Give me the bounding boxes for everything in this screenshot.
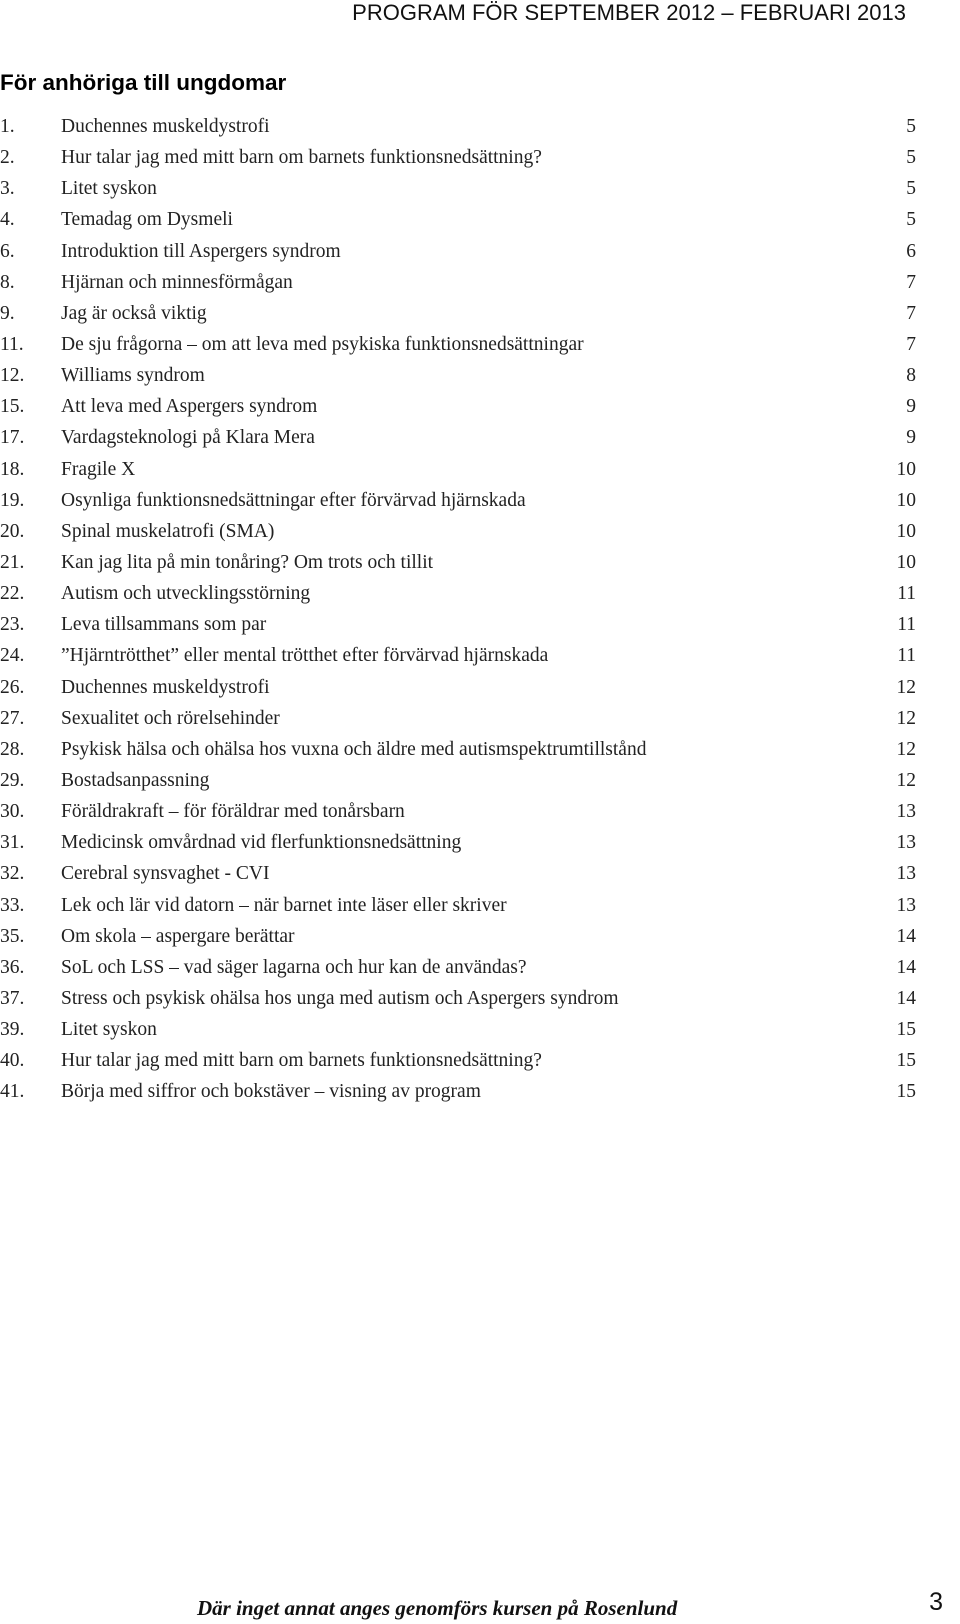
toc-entry-page: 11 — [897, 645, 916, 667]
toc-entry — [0, 583, 916, 614]
toc-entry-number: 9. — [0, 302, 15, 324]
toc-entry-page: 10 — [896, 458, 916, 480]
toc-entry-page: 11 — [897, 614, 916, 636]
toc-entry-number: 39. — [0, 1019, 25, 1041]
toc-entry-page: 14 — [896, 956, 916, 978]
toc-entry — [0, 708, 916, 739]
toc-entry-title: De sju frågorna – om att leva med psykiska funktionsnedsättningar — [61, 333, 584, 355]
toc-entry-number: 37. — [0, 987, 25, 1009]
toc-entry-page: 10 — [896, 489, 916, 511]
toc-entry-page: 11 — [897, 583, 916, 605]
toc-entry-number: 1. — [0, 116, 15, 137]
toc-entry-page: 14 — [896, 987, 916, 1009]
toc-entry-page: 13 — [896, 894, 916, 916]
toc-entry — [0, 988, 916, 1019]
toc-entry — [0, 459, 916, 490]
toc-entry — [0, 926, 916, 957]
toc-entry-page: 12 — [896, 738, 916, 760]
toc-entry-title: Lek och lär vid datorn – när barnet inte läser eller skriver — [61, 894, 507, 916]
toc-entry-title: Föräldrakraft – för föräldrar med tonårsbarn — [61, 801, 405, 823]
toc-entry-number: 22. — [0, 583, 25, 605]
toc-entry — [0, 1050, 916, 1081]
toc-entry — [0, 178, 916, 209]
toc-entry-title: Hjärnan och minnesförmågan — [61, 271, 293, 293]
footer-note: Där inget annat anges genomförs kursen på Rosenlund — [197, 1596, 678, 1620]
toc-entry — [0, 552, 916, 583]
toc-entry-page: 12 — [896, 769, 916, 791]
toc-entry-title: Introduktion till Aspergers syndrom — [61, 240, 341, 262]
toc-entry — [0, 770, 916, 801]
toc-entry-number: 33. — [0, 894, 25, 916]
toc-entry — [0, 863, 916, 894]
toc-entry-title: Jag är också viktig — [61, 302, 207, 324]
toc-entry-title: Williams syndrom — [61, 365, 205, 387]
toc-entry-title: Sexualitet och rörelsehinder — [61, 707, 280, 729]
toc-entry-page: 7 — [906, 302, 916, 324]
toc-entry-title: Psykisk hälsa och ohälsa hos vuxna och äldre med autismspektrumtillstånd — [61, 738, 647, 760]
toc-entry-page: 12 — [896, 707, 916, 729]
toc-entry-number: 11. — [0, 333, 24, 355]
toc-entry-title: Börja med siffror och bokstäver – visning av program — [61, 1081, 481, 1103]
toc-entry — [0, 677, 916, 708]
toc-entry-number: 26. — [0, 676, 25, 698]
toc-entry-title: Duchennes muskeldystrofi — [61, 676, 270, 698]
toc-entry — [0, 957, 916, 988]
toc-entry-number: 28. — [0, 738, 25, 760]
toc-entry-page: 13 — [896, 863, 916, 885]
toc-entry — [0, 1081, 916, 1112]
toc-entry-title: Leva tillsammans som par — [61, 614, 267, 636]
toc-entry-page: 7 — [906, 271, 916, 293]
toc-entry — [0, 895, 916, 926]
toc-entry — [0, 241, 916, 272]
toc-entry-number: 41. — [0, 1081, 25, 1103]
toc-entry-number: 12. — [0, 365, 25, 387]
toc-entry-page: 5 — [906, 147, 916, 169]
toc-entry-title: Hur talar jag med mitt barn om barnets funktionsnedsättning? — [61, 147, 542, 169]
toc-entry — [0, 801, 916, 832]
toc-entry-number: 35. — [0, 925, 25, 947]
toc-entry-page: 10 — [896, 520, 916, 542]
toc-entry — [0, 365, 916, 396]
toc-entry-title: Spinal muskelatrofi (SMA) — [61, 520, 275, 542]
toc-entry-number: 27. — [0, 707, 25, 729]
toc-entry — [0, 303, 916, 334]
toc-entry — [0, 614, 916, 645]
toc-entry-page: 14 — [896, 925, 916, 947]
toc-entry-number: 29. — [0, 769, 25, 791]
toc-entry-title: Duchennes muskeldystrofi — [61, 116, 270, 137]
toc-entry-page: 15 — [896, 1050, 916, 1072]
toc-entry-title: Autism och utvecklingsstörning — [61, 583, 311, 605]
toc-entry-title: ”Hjärntrötthet” eller mental trötthet efter förvärvad hjärnskada — [61, 645, 549, 667]
toc-entry-number: 40. — [0, 1050, 25, 1072]
toc-entry — [0, 427, 916, 458]
toc-entry-page: 10 — [896, 551, 916, 573]
toc-entry-page: 5 — [906, 178, 916, 200]
toc-entry-page: 12 — [896, 676, 916, 698]
toc-entry — [0, 396, 916, 427]
toc-entry-number: 8. — [0, 271, 15, 293]
toc-entry-number: 23. — [0, 614, 25, 636]
toc-entry-number: 20. — [0, 520, 25, 542]
toc-entry-title: Bostadsanpassning — [61, 769, 210, 791]
toc-entry-number: 18. — [0, 458, 25, 480]
toc-entry-title: Osynliga funktionsnedsättningar efter förvärvad hjärnskada — [61, 489, 526, 511]
toc-entry-number: 30. — [0, 801, 25, 823]
toc-entry-number: 21. — [0, 551, 25, 573]
toc-entry — [0, 490, 916, 521]
toc-entry-title: Litet syskon — [61, 1019, 157, 1041]
toc-entry-title: Cerebral synsvaghet - CVI — [61, 863, 270, 885]
toc-entry-page: 7 — [906, 333, 916, 355]
toc-entry — [0, 1019, 916, 1050]
toc-entry-number: 32. — [0, 863, 25, 885]
toc-entry — [0, 521, 916, 552]
toc-entry-page: 13 — [896, 832, 916, 854]
table-of-contents — [0, 116, 916, 1113]
toc-entry-number: 17. — [0, 427, 25, 449]
toc-entry — [0, 116, 916, 147]
toc-entry-title: Fragile X — [61, 458, 136, 480]
toc-entry — [0, 645, 916, 676]
toc-entry-title: Stress och psykisk ohälsa hos unga med autism och Aspergers syndrom — [61, 987, 619, 1009]
toc-entry-title: Temadag om Dysmeli — [61, 209, 233, 231]
toc-entry-number: 3. — [0, 178, 15, 200]
toc-entry — [0, 272, 916, 303]
toc-entry-page: 8 — [906, 365, 916, 387]
toc-entry — [0, 147, 916, 178]
section-title: För anhöriga till ungdomar — [0, 70, 287, 95]
page-header: PROGRAM FÖR SEPTEMBER 2012 – FEBRUARI 2013 — [352, 0, 906, 25]
toc-entry-title: Vardagsteknologi på Klara Mera — [61, 427, 315, 449]
toc-entry-page: 5 — [906, 116, 916, 137]
toc-entry-title: Litet syskon — [61, 178, 157, 200]
toc-entry-number: 4. — [0, 209, 15, 231]
toc-entry-page: 5 — [906, 209, 916, 231]
toc-entry-title: Om skola – aspergare berättar — [61, 925, 295, 947]
toc-entry-number: 31. — [0, 832, 25, 854]
toc-entry — [0, 334, 916, 365]
toc-entry — [0, 739, 916, 770]
toc-entry-page: 9 — [906, 396, 916, 418]
toc-entry-title: Hur talar jag med mitt barn om barnets funktionsnedsättning? — [61, 1050, 542, 1072]
toc-entry — [0, 832, 916, 863]
toc-entry-title: SoL och LSS – vad säger lagarna och hur kan de användas? — [61, 956, 527, 978]
toc-entry-number: 2. — [0, 147, 15, 169]
toc-entry-number: 36. — [0, 956, 25, 978]
toc-entry — [0, 209, 916, 240]
toc-entry-title: Kan jag lita på min tonåring? Om trots och tillit — [61, 551, 434, 573]
toc-entry-number: 15. — [0, 396, 25, 418]
toc-entry-title: Att leva med Aspergers syndrom — [61, 396, 318, 418]
toc-entry-title: Medicinsk omvårdnad vid flerfunktionsnedsättning — [61, 832, 462, 854]
toc-entry-number: 6. — [0, 240, 15, 262]
toc-entry-page: 6 — [906, 240, 916, 262]
page-number: 3 — [929, 1588, 943, 1616]
toc-entry-page: 9 — [906, 427, 916, 449]
toc-entry-page: 15 — [896, 1019, 916, 1041]
toc-entry-page: 15 — [896, 1081, 916, 1103]
toc-entry-page: 13 — [896, 801, 916, 823]
toc-entry-number: 24. — [0, 645, 25, 667]
toc-entry-number: 19. — [0, 489, 25, 511]
